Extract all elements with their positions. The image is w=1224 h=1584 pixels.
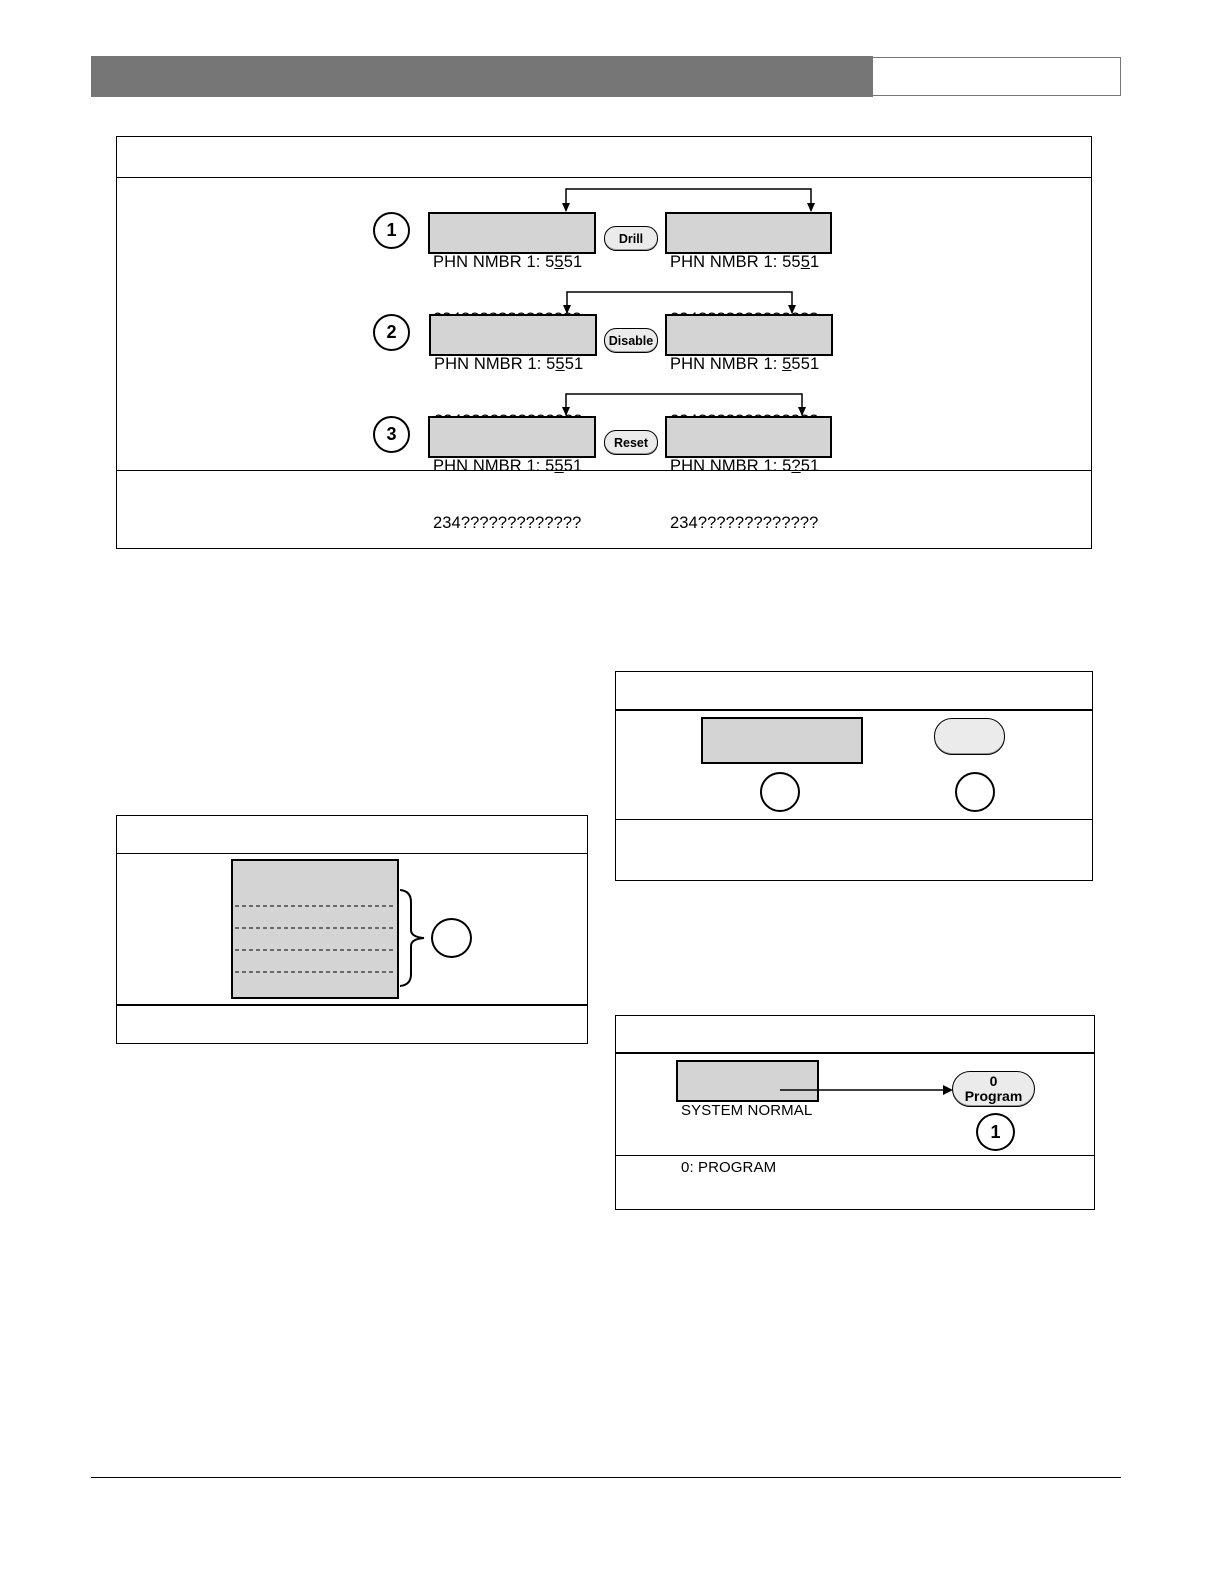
lcd-before-disable: PHN NMBR 1: 5551 xyxy=(429,314,597,356)
lcd-after-reset: PHN NMBR 1: 5?51 234????????????? xyxy=(665,416,832,458)
step-number-1: 1 xyxy=(373,212,410,249)
drill-key[interactable]: Drill xyxy=(604,226,658,251)
callout-1: 1 xyxy=(976,1113,1015,1151)
lcd-before-drill: PHN NMBR 1: 5551 xyxy=(428,212,596,254)
lcd-system-normal: SYSTEM NORMAL 0: PROGRAM xyxy=(676,1060,819,1102)
footer-rule xyxy=(91,1477,1121,1478)
step-number-2: 2 xyxy=(373,314,410,351)
lcd-after-drill: PHN NMBR 1: 5551 xyxy=(665,212,832,254)
reset-key[interactable]: Reset xyxy=(604,430,658,455)
step-number-3: 3 xyxy=(373,416,410,453)
lcd-before-reset: PHN NMBR 1: 5551 234????????????? xyxy=(428,416,596,458)
program-key[interactable]: 0 Program xyxy=(952,1071,1035,1107)
disable-key[interactable]: Disable xyxy=(604,328,658,353)
lcd-after-disable: PHN NMBR 1: 5551 xyxy=(665,314,833,356)
